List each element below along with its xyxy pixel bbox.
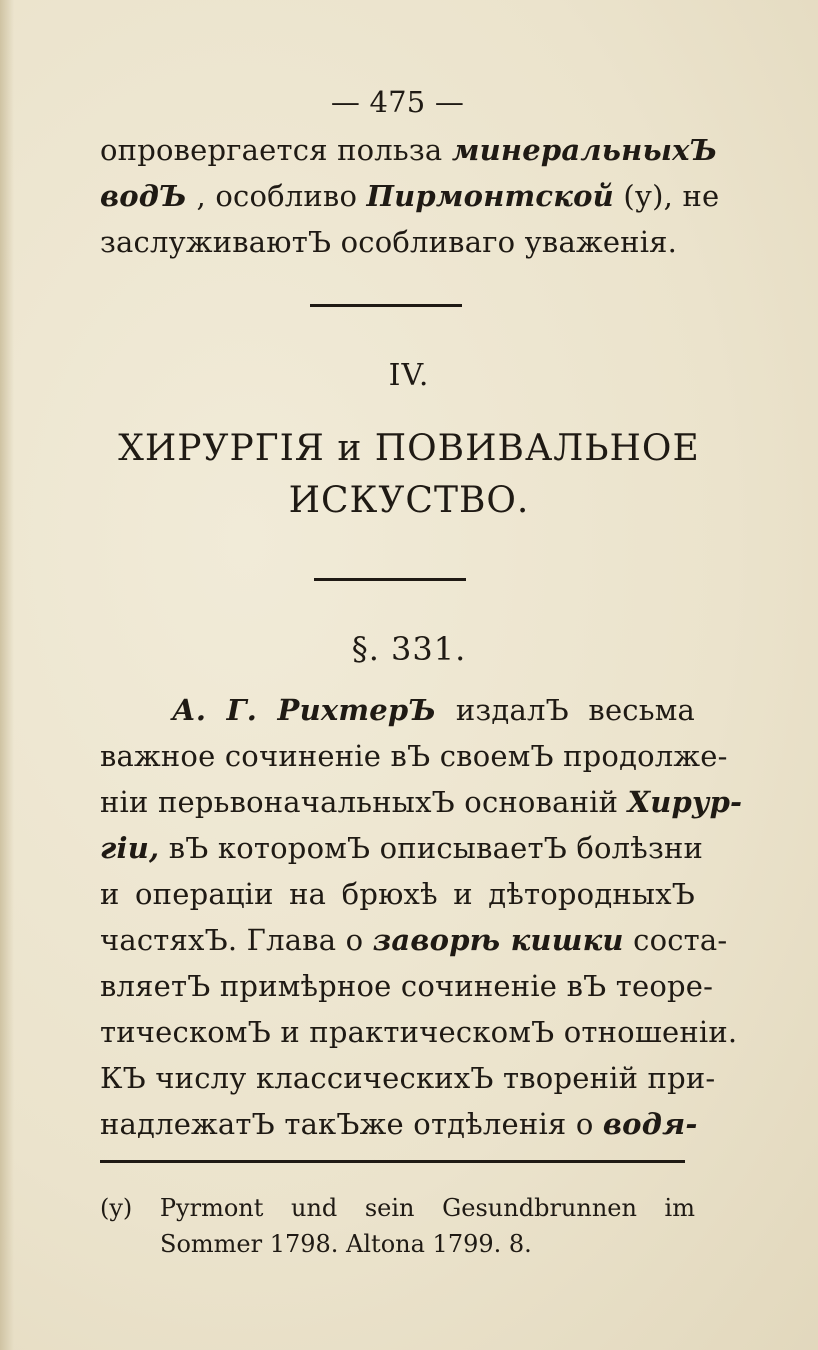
paragraph-number: §. 331. bbox=[351, 630, 467, 668]
text-run: заслуживаютЪ особливаго уваженія. bbox=[100, 225, 678, 259]
italic-run: А. Г. РихтерЪ bbox=[172, 693, 437, 727]
text-run: (у), не bbox=[613, 179, 720, 213]
italic-run: Хирур- bbox=[627, 785, 743, 819]
body-line-1 bbox=[172, 688, 695, 732]
text-run: опровергается польза bbox=[100, 133, 452, 167]
text-run: частяхЪ. Глава о bbox=[100, 923, 373, 957]
section-divider-top bbox=[310, 304, 462, 307]
body-line-10 bbox=[100, 1102, 698, 1146]
body-line-9: КЪ числу классическихЪ твореній при- bbox=[100, 1061, 716, 1095]
text-line-1 bbox=[100, 128, 718, 172]
text-run: издалЪ весьма bbox=[436, 693, 695, 727]
body-line-5: и операціи на брюхѣ и дѣтородныхЪ bbox=[100, 877, 695, 911]
text-run: соста- bbox=[623, 923, 728, 957]
italic-run: гіи, bbox=[100, 831, 160, 865]
section-number: IV. bbox=[388, 358, 430, 393]
body-line-7: вляетЪ примѣрное сочиненіе вЪ теоре- bbox=[100, 969, 714, 1003]
text-run: вЪ которомЪ описываетЪ болѣзни bbox=[159, 831, 704, 865]
body-line-6 bbox=[100, 918, 728, 962]
italic-run: Пирмонтской bbox=[366, 179, 614, 213]
text-line-2 bbox=[100, 174, 720, 218]
text-run: ніи перьвоначальныхЪ основаній bbox=[100, 785, 628, 819]
body-line-4 bbox=[100, 826, 704, 870]
page-gutter-shadow bbox=[0, 0, 14, 1350]
italic-run: минеральныхЪ bbox=[451, 133, 718, 167]
text-run: , особливо bbox=[187, 179, 367, 213]
text-run: надлежатЪ такЪже отдѣленія о bbox=[100, 1107, 603, 1141]
body-line-8: тическомЪ и практическомЪ отношеніи. bbox=[100, 1015, 738, 1049]
footnote-divider bbox=[100, 1160, 685, 1163]
page-number: — 475 — bbox=[330, 85, 465, 119]
section-title-line-1: ХИРУРГІЯ и ПОВИВАЛЬНОЕ bbox=[118, 428, 700, 469]
italic-run: водя- bbox=[602, 1107, 698, 1141]
italic-run: заворѣ кишки bbox=[372, 923, 624, 957]
footnote-line-1: (y) Pyrmont und sein Gesundbrunnen im bbox=[100, 1194, 695, 1222]
body-line-3 bbox=[100, 780, 743, 824]
text-line-3 bbox=[100, 220, 695, 264]
body-line-2: важное сочиненіе вЪ своемЪ продолже- bbox=[100, 739, 728, 773]
footnote-line-2: Sommer 1798. Altona 1799. 8. bbox=[160, 1230, 532, 1258]
section-divider-bottom bbox=[314, 578, 466, 581]
section-title-line-2: ИСКУСТВО. bbox=[288, 480, 530, 521]
italic-run: водЪ bbox=[100, 179, 188, 213]
